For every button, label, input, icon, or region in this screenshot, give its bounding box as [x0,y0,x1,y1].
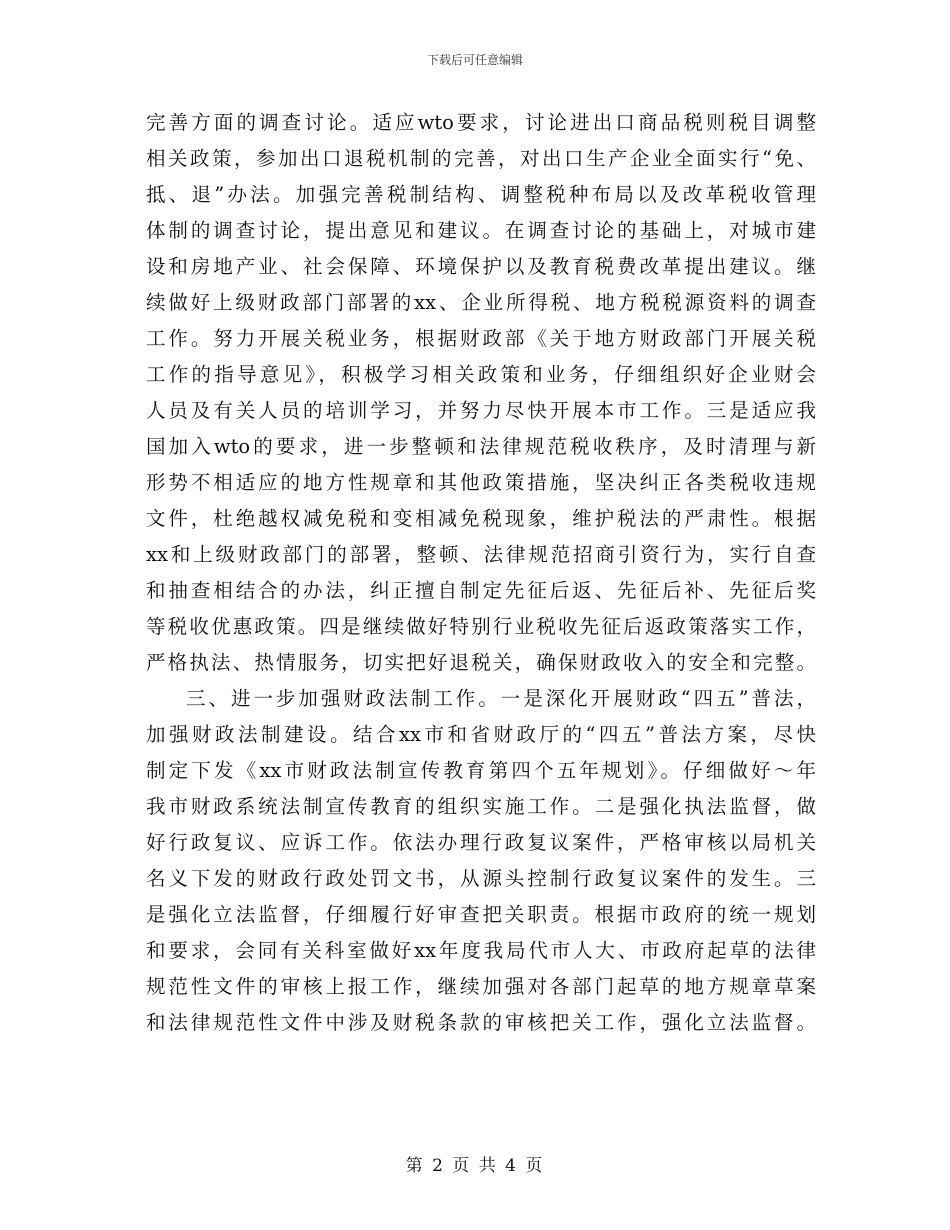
text-line: 人员及有关人员的培训学习，并努力尽快开展本市工作。三是适应我 [146,399,816,422]
text-line: 相关政策，参加出口退税机制的完善，对出口生产企业全面实行“免、 [146,147,816,170]
text-line: xx和上级财政部门的部署，整顿、法律规范招商引资行为，实行自查 [146,543,816,566]
text-line: 严格执法、热情服务，切实把好退税关，确保财政收入的安全和完整。 [146,651,816,674]
page-header: 下载后可任意编辑 [426,53,523,67]
text-line: 和要求，会同有关科室做好xx年度我局代市人大、市政府起草的法律 [146,939,816,962]
text-line: 规范性文件的审核上报工作，继续加强对各部门起草的地方规章草案 [146,975,816,998]
text-line: 是强化立法监督，仔细履行好审查把关职责。根据市政府的统一规划 [146,903,816,926]
text-line: 设和房地产业、社会保障、环境保护以及教育税费改革提出建议。继 [146,255,816,278]
text-line: 续做好上级财政部门部署的xx、企业所得税、地方税税源资料的调查 [146,291,816,314]
text-line: 形势不相适应的地方性规章和其他政策措施，坚决纠正各类税收违规 [146,471,816,494]
text-line: 好行政复议、应诉工作。依法办理行政复议案件，严格审核以局机关 [146,831,816,854]
text-line: 名义下发的财政行政处罚文书，从源头控制行政复议案件的发生。三 [146,867,816,890]
text-line: 和抽查相结合的办法，纠正擅自制定先征后返、先征后补、先征后奖 [146,579,816,602]
document-body [146,105,816,1041]
text-line: 国加入wto的要求，进一步整顿和法律规范税收秩序，及时清理与新 [146,435,816,458]
text-line: 加强财政法制建设。结合xx市和省财政厅的“四五”普法方案，尽快 [146,723,816,746]
text-line: 抵、退”办法。加强完善税制结构、调整税种布局以及改革税收管理 [146,183,816,206]
text-line: 等税收优惠政策。四是继续做好特别行业税收先征后返政策落实工作， [146,615,816,638]
text-line: 我市财政系统法制宣传教育的组织实施工作。二是强化执法监督，做 [146,795,816,818]
text-line: 和法律规范性文件中涉及财税条款的审核把关工作，强化立法监督。 [146,1011,816,1034]
text-line: 完善方面的调查讨论。适应wto要求，讨论进出口商品税则税目调整 [146,111,816,134]
text-line: 体制的调查讨论，提出意见和建议。在调查讨论的基础上，对城市建 [146,219,816,242]
text-line: 三、进一步加强财政法制工作。一是深化开展财政“四五”普法， [186,687,816,710]
text-line: 制定下发《xx市财政法制宣传教育第四个五年规划》。仔细做好～年 [146,759,816,782]
page-number: 第 2 页 共 4 页 [405,1156,545,1176]
text-line: 文件，杜绝越权减免税和变相减免税现象，维护税法的严肃性。根据 [146,507,816,530]
text-line: 工作。努力开展关税业务，根据财政部《关于地方财政部门开展关税 [146,327,816,350]
text-line: 工作的指导意见》，积极学习相关政策和业务，仔细组织好企业财会 [146,363,816,386]
